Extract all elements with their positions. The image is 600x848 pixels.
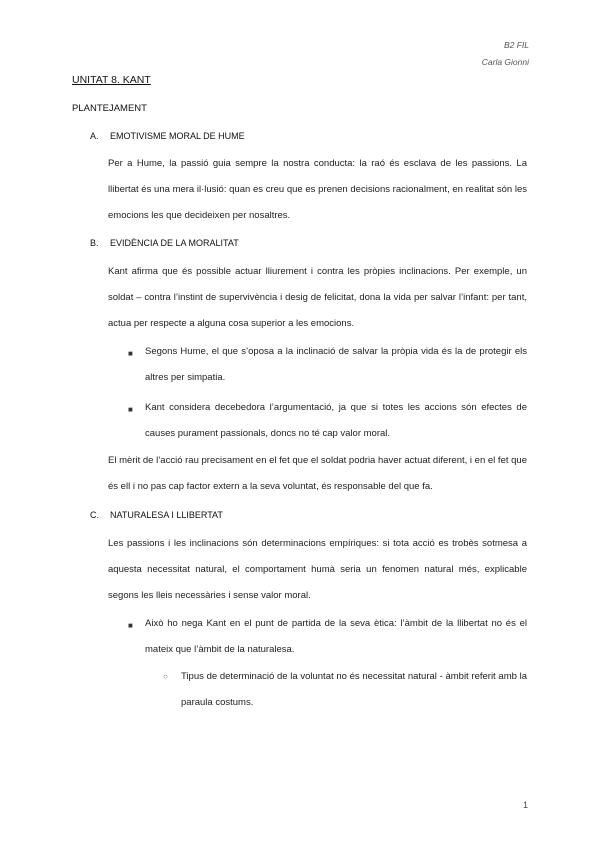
section-c-title: NATURALESA I LLIBERTAT: [110, 510, 223, 520]
header-author: Carla Gionni: [481, 57, 529, 67]
list-item-kant-denies: Això ho nega Kant en el punt de partida de la seva ètica: l’àmbit de la llibertat no és el mateix que l’àmbit de la naturalesa.: [145, 618, 527, 655]
sub-list-item: Tipus de determinació de la voluntat no és necessitat natural - àmbit referit amb la paraula costums.: [181, 671, 527, 708]
paragraph-b2: El mèrit de l’acció rau precisament en el fet que el soldat podria haver actuat diferent, i en el fet que és ell i no pas cap factor extern a la seva voluntat, és responsable del que fa.: [108, 455, 527, 492]
section-c-heading: [90, 510, 223, 520]
section-c-label: C.: [90, 510, 99, 520]
page-number: 1: [522, 800, 528, 810]
list-item-hume: Segons Hume, el que s’oposa a la inclinació de salvar la pròpia vida és la de protegir els altres per simpatia.: [145, 346, 527, 383]
circle-bullet-icon: ○: [163, 672, 168, 681]
paragraph-a: Per a Hume, la passió guia sempre la nostra conducta: la raó és esclava de les passions. La llibertat és una mera il·lusió: quan es creu que es prenen decisions racionalment, en realitat són les emocions les que decideixen per nosaltres.: [108, 158, 527, 221]
section-a-heading: [90, 131, 245, 141]
section-b-title: EVIDÈNCIA DE LA MORALITAT: [110, 238, 239, 248]
bullet-dot-icon: ■: [128, 621, 133, 630]
section-b-label: B.: [90, 238, 99, 248]
section-heading: PLANTEJAMENT: [72, 103, 147, 114]
paragraph-b: Kant afirma que és possible actuar lliurement i contra les pròpies inclinacions. Per exemple, un soldat – contra l’instint de supervivència i desig de felicitat, dona la vida per salvar l’infant: per tant, actua per respecte a alguna cosa superior a les emocions.: [108, 266, 527, 329]
header-class: B2 FIL: [503, 40, 529, 50]
list-item-kant: Kant considera decebedora l’argumentació, ja que si totes les accions són efectes de causes purament passionals, doncs no té cap valor moral.: [145, 402, 527, 439]
unit-title: UNITAT 8. KANT: [72, 74, 151, 86]
section-a-label: A.: [90, 131, 99, 141]
section-b-heading: [90, 238, 239, 248]
section-a-title: EMOTIVISME MORAL DE HUME: [110, 131, 245, 141]
bullet-dot-icon: ■: [128, 349, 133, 358]
bullet-dot-icon: ■: [128, 405, 133, 414]
paragraph-c: Les passions i les inclinacions són determinacions empíriques: si tota acció es trobès sotmesa a aquesta necessitat natural, el comportament humà seria un fenomen natural més, explicable segons les lleis necessàries i sense valor moral.: [108, 538, 527, 601]
